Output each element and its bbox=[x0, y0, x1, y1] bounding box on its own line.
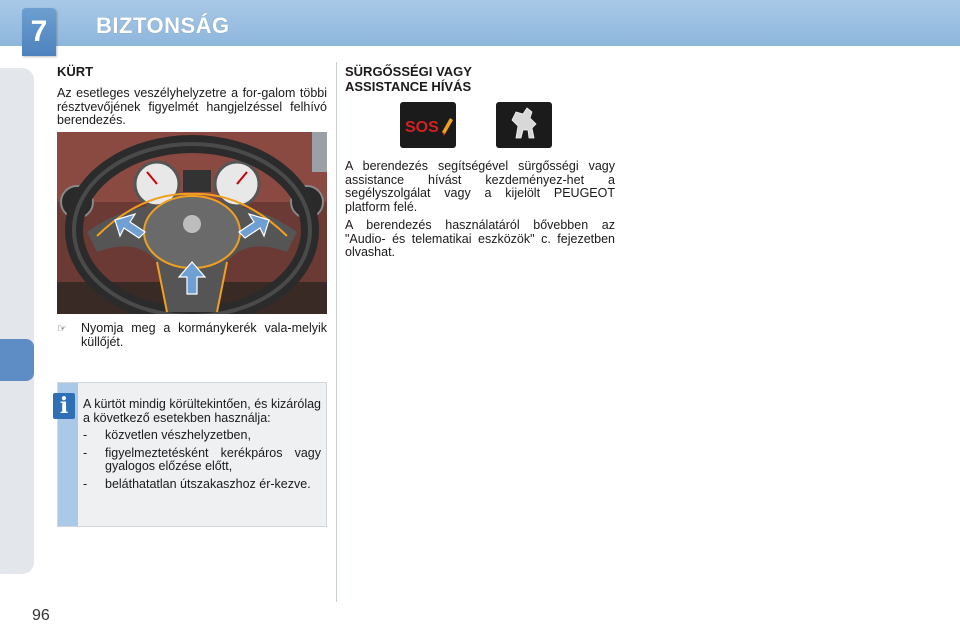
emergency-text bbox=[345, 160, 615, 265]
horn-instruction-text: Nyomja meg a kormánykerék vala-melyik küllőjét. bbox=[81, 321, 327, 349]
list-item bbox=[83, 429, 321, 443]
list-item bbox=[83, 478, 321, 492]
chapter-title: BIZTONSÁG bbox=[96, 13, 230, 38]
pointing-hand-icon: ☞ bbox=[57, 323, 67, 335]
info-item-text: beláthatatlan útszakaszhoz ér-kezve. bbox=[105, 476, 311, 491]
sos-label: SOS bbox=[405, 119, 439, 136]
sos-button-icon bbox=[400, 102, 456, 148]
dash-marker: - bbox=[83, 476, 88, 491]
chapter-number-tab: 7 bbox=[22, 8, 56, 56]
info-item-text: figyelmeztetésként kerékpáros vagy gyalogos előzése előtt, bbox=[105, 445, 321, 473]
info-icon: i bbox=[53, 393, 75, 419]
horn-instruction bbox=[57, 322, 327, 349]
emergency-title-line1: SÜRGŐSSÉGI VAGY bbox=[345, 64, 472, 79]
horn-section-title: KÜRT bbox=[57, 64, 94, 79]
dash-marker: - bbox=[83, 445, 88, 460]
info-intro-text: A kürtöt mindig körültekintően, és kizárólag a következő esetekben használja: bbox=[83, 397, 321, 425]
dash-marker: - bbox=[83, 428, 88, 442]
side-active-marker bbox=[0, 339, 34, 381]
page-number: 96 bbox=[32, 607, 50, 624]
list-item bbox=[83, 447, 321, 474]
peugeot-lion-button-icon bbox=[496, 102, 552, 148]
column-divider bbox=[336, 62, 337, 602]
emergency-paragraph-2: A berendezés használatáról bővebben az "Audio- és telematikai eszközök" c. fejezetben olvashat. bbox=[345, 218, 615, 259]
steering-wheel-illustration bbox=[57, 132, 327, 314]
emergency-title-line2: ASSISTANCE HÍVÁS bbox=[345, 79, 472, 94]
emergency-paragraph-1: A berendezés segítségével sürgősségi vagy assistance hívást kezdeményez-het a segélyszolgálat vagy a kijelölt PEUGEOT platform felé. bbox=[345, 159, 615, 214]
side-navigation-strip bbox=[0, 68, 34, 574]
info-content bbox=[83, 398, 321, 495]
horn-intro-text: Az esetleges veszélyhelyzetre a for-galom többi résztvevőjének figyelmét hangjelzéssel felhívó berendezés. bbox=[57, 86, 327, 127]
info-item-text: közvetlen vészhelyzetben, bbox=[105, 428, 251, 442]
emergency-section-title bbox=[345, 64, 605, 94]
